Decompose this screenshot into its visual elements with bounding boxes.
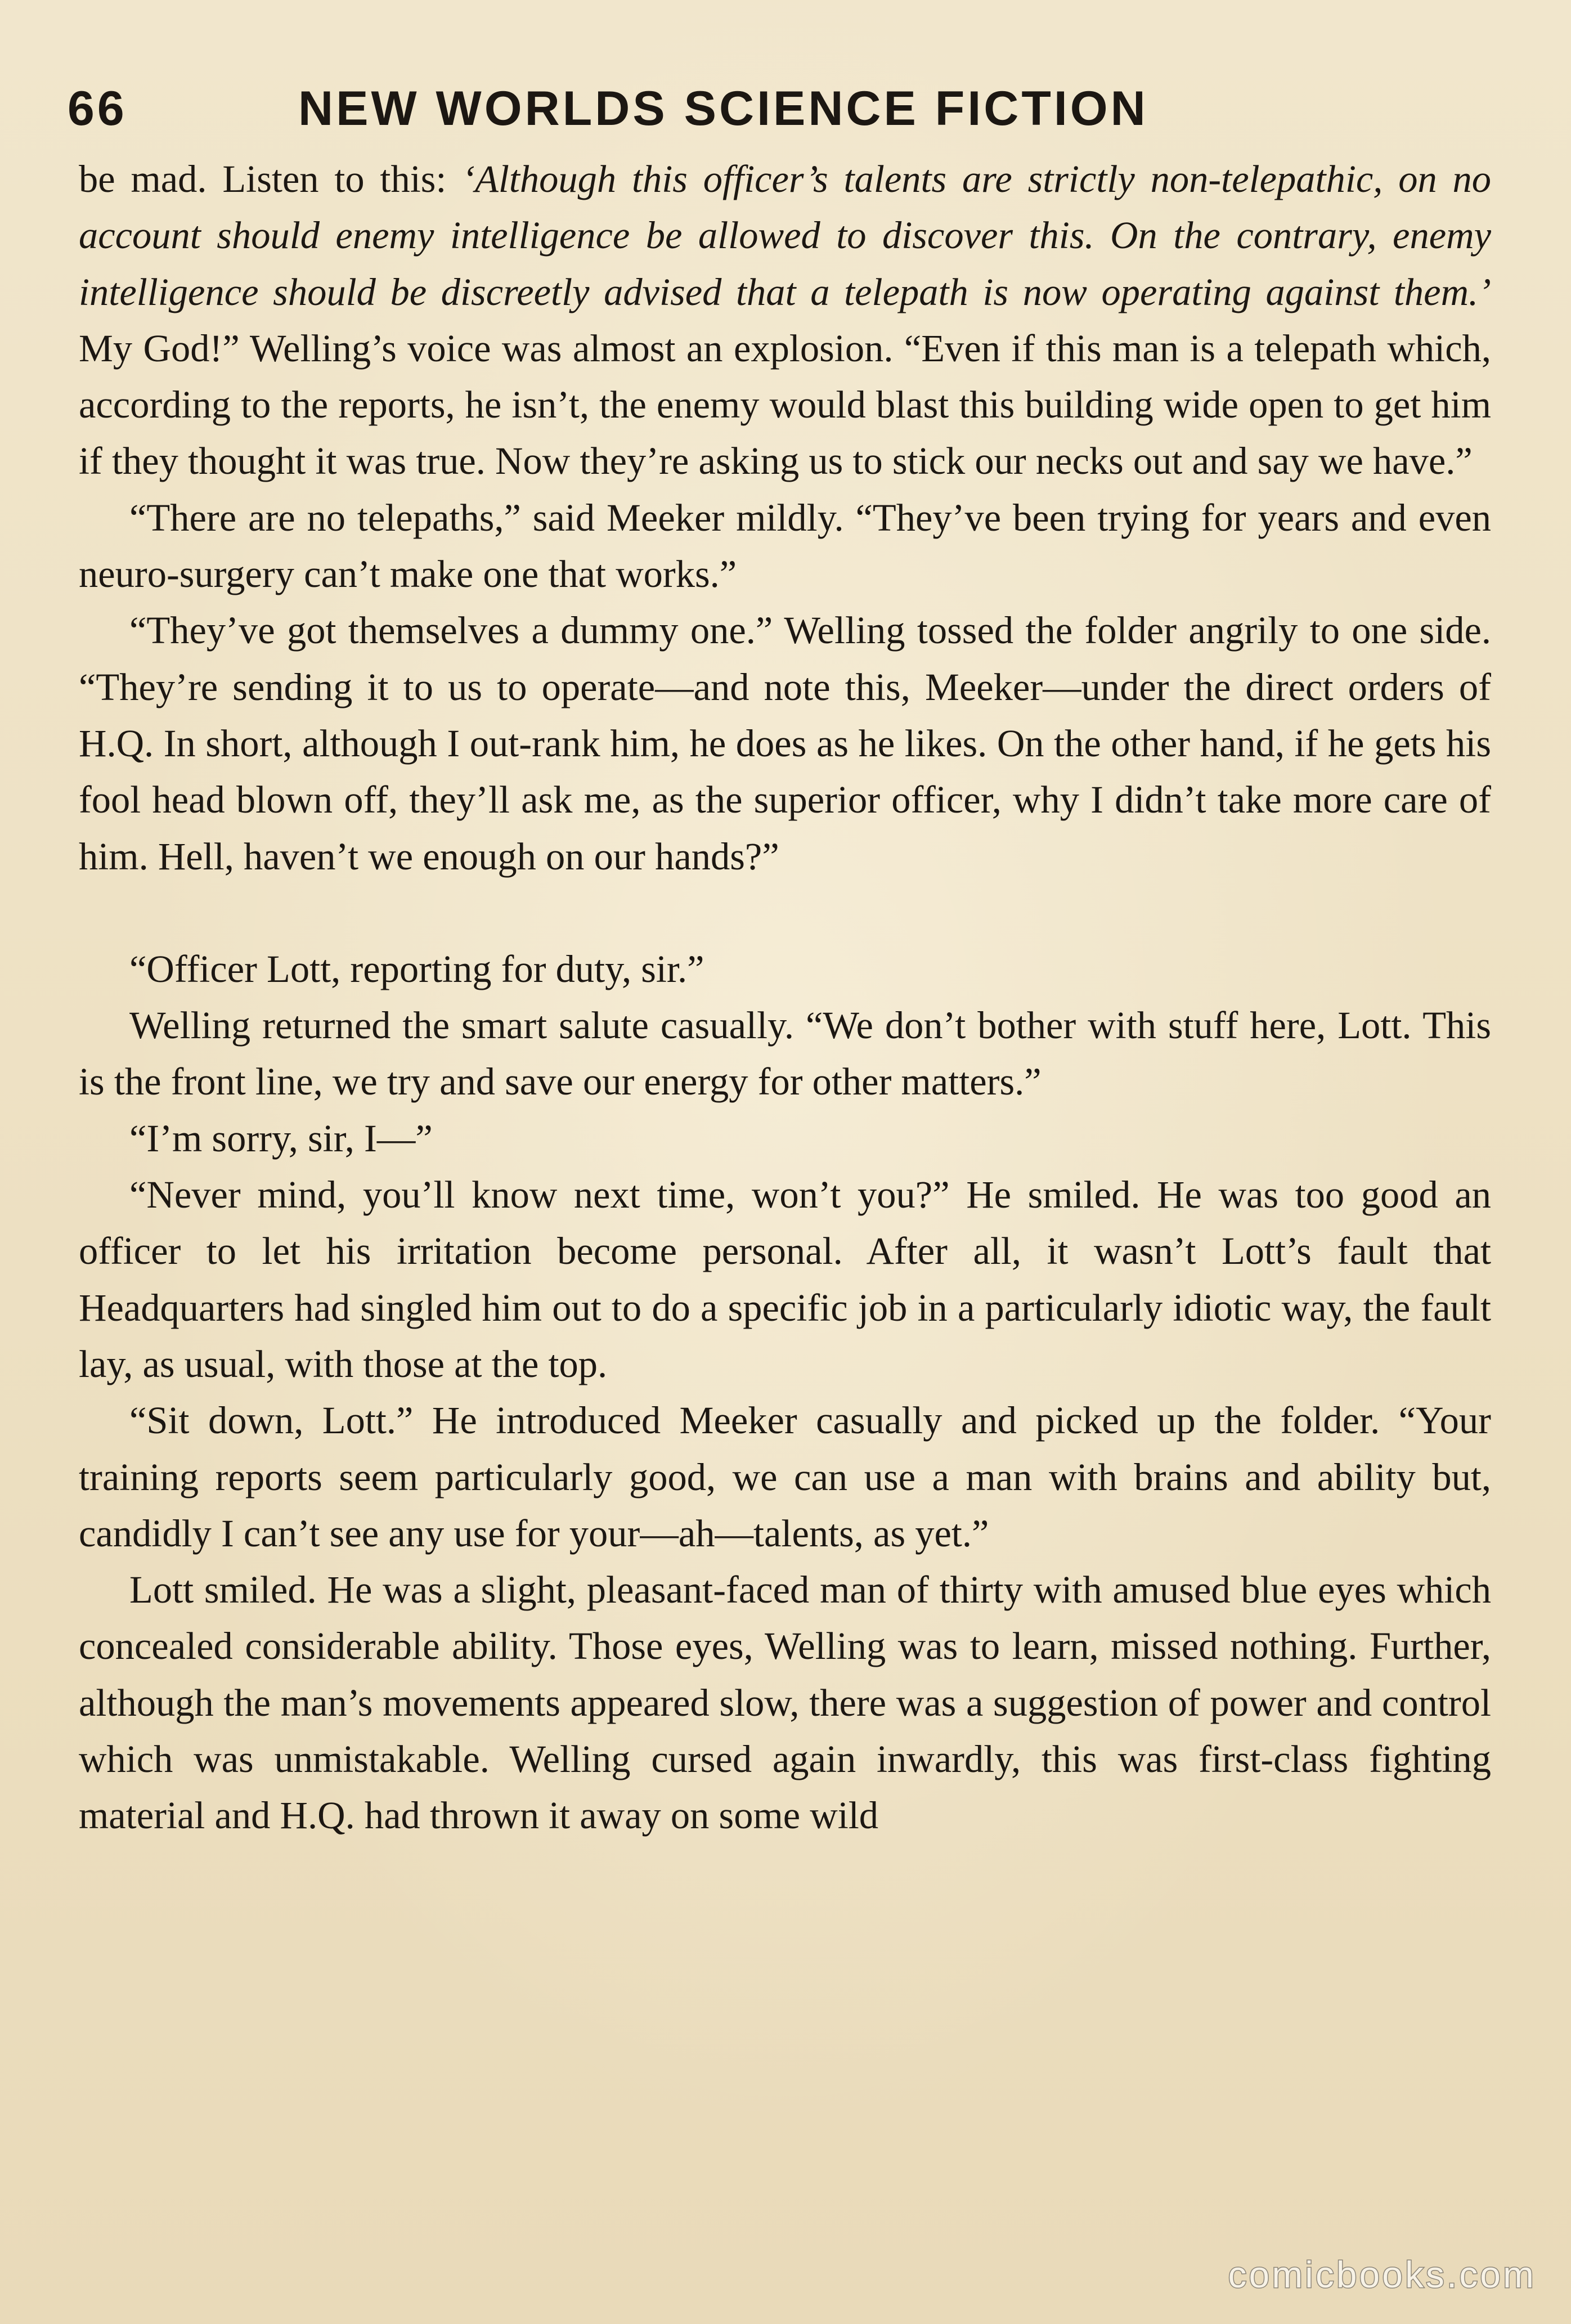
paragraph: Welling returned the smart salute casually. “We don’t bother with stuff here, Lott. This is the front line, we try and save our energy for other matters.”: [79, 1004, 1491, 1103]
page-number: 66: [68, 82, 127, 136]
paragraph: “Sit down, Lott.” He introduced Meeker casually and picked up the folder. “Your training reports seem particularly good, we can use a man with brains and ability but, candidly I can’t see any use for your—ah—talents, as yet.”: [79, 1399, 1491, 1555]
running-head: NEW WORLDS SCIENCE FICTION: [298, 82, 1148, 136]
story-text: [79, 151, 1491, 1844]
paragraph-text: My God!” Welling’s voice was almost an explosion. “Even if this man is a telepath which, according to the reports, he isn’t, the enemy would blast this building wide open to get him if they thought it was true. Now they’re asking us to stick our necks out and say we have.”: [79, 326, 1491, 483]
quoted-report: ‘Although this officer’s talents are strictly non-telepathic, on no account should enemy intelligence be allowed to discover this. On the contrary, enemy intelligence should be discreetly advised that a telepath is now operating against them.’: [79, 158, 1491, 313]
paragraph-continuation: [79, 151, 1491, 490]
paragraph: “I’m sorry, sir, I—”: [129, 1116, 433, 1160]
paragraph: “Never mind, you’ll know next time, won’t you?” He smiled. He was too good an officer to let his irritation become personal. After all, it wasn’t Lott’s fault that Headquarters had singled him out to do a specific job in a particularly idiotic way, the fault lay, as usual, with those at the top.: [79, 1173, 1491, 1385]
paragraph-text: be mad. Listen to this:: [79, 158, 463, 200]
paragraph: “They’ve got themselves a dummy one.” Welling tossed the folder angrily to one side. “They’re sending it to us to operate—and note this, Meeker—under the direct orders of H.Q. In short, although I out-rank him, he does as he likes. On the other hand, if he gets his fool head blown off, they’ll ask me, as the superior officer, why I didn’t take more care of him. Hell, haven’t we enough on our hands?”: [79, 609, 1491, 878]
section-break: [79, 885, 1491, 941]
paragraph: “Officer Lott, reporting for duty, sir.”: [129, 947, 704, 990]
paragraph: Lott smiled. He was a slight, pleasant-faced man of thirty with amused blue eyes which concealed considerable ability. Those eyes, Welling was to learn, missed nothing. Further, although the man’s movements appeared slow, there was a suggestion of power and control which was unmistakable. Welling cursed again inwardly, this was first-class fighting material and H.Q. had thrown it away on some wild: [79, 1568, 1491, 1837]
page-header: [68, 78, 1508, 140]
site-watermark: comicbooks.com: [1228, 2254, 1536, 2295]
paragraph: “There are no telepaths,” said Meeker mildly. “They’ve been trying for years and even neuro-surgery can’t make one that works.”: [79, 496, 1491, 596]
